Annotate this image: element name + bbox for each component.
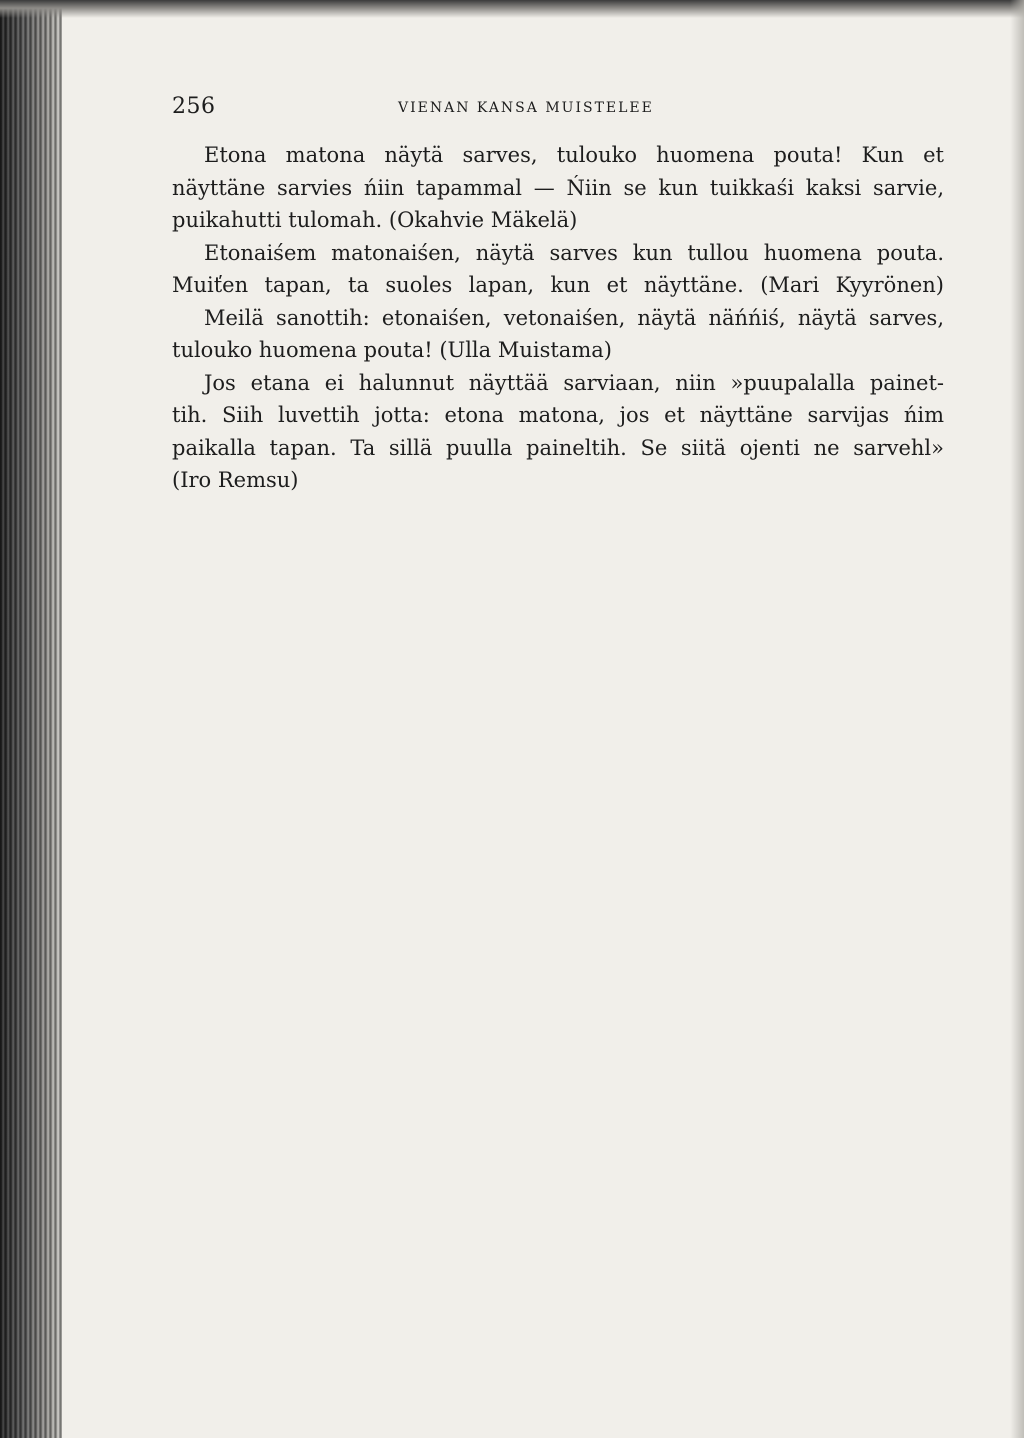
text-line: puikahutti tulomah. (Okahvie Mäkelä) [172,208,578,232]
text-line: tulouko huomena pouta! (Ulla Muistama) [172,338,612,362]
text-line: (Iro Remsu) [172,468,299,492]
text-line: näyttäne sarvies ńiin tapammal — Ńiin se kun tuikkaśi kaksi sarvie, [172,175,944,200]
text-line: Etona matona näytä sarves, tulouko huomena pouta! Kun et [204,143,944,167]
text-line: Etonaiśem matonaiśen, näytä sarves kun tullou huomena pouta. [204,240,944,265]
body-text [172,139,944,497]
paragraph-2 [172,237,944,302]
running-title: VIENAN KANSA MUISTELEE [398,100,654,116]
text-line: Meilä sanottih: etonaiśen, vetonaiśen, näytä näńńiś, näytä sarves, [204,305,944,330]
text-line: Jos etana ei halunnut näyttää sarviaan, niin »puupalalla painet- [204,370,944,395]
paragraph-3 [172,302,944,367]
top-edge-shadow [0,0,1024,18]
page-number: 256 [172,94,216,119]
page-header [172,94,942,124]
text-line: paikalla tapan. Ta sillä puulla paineltih. Se siitä ojenti ne sarvehl» [172,435,944,460]
text-line: Muiťen tapan, ta suoles lapan, kun et näyttäne. (Mari Kyyrönen) [172,273,944,297]
paragraph-4 [172,367,944,497]
binding-gutter [0,0,62,1438]
paragraph-1 [172,139,944,237]
right-edge-shadow [1010,0,1024,1438]
text-line: tih. Siih luvettih jotta: etona matona, jos et näyttäne sarvijas ńim [172,403,944,427]
